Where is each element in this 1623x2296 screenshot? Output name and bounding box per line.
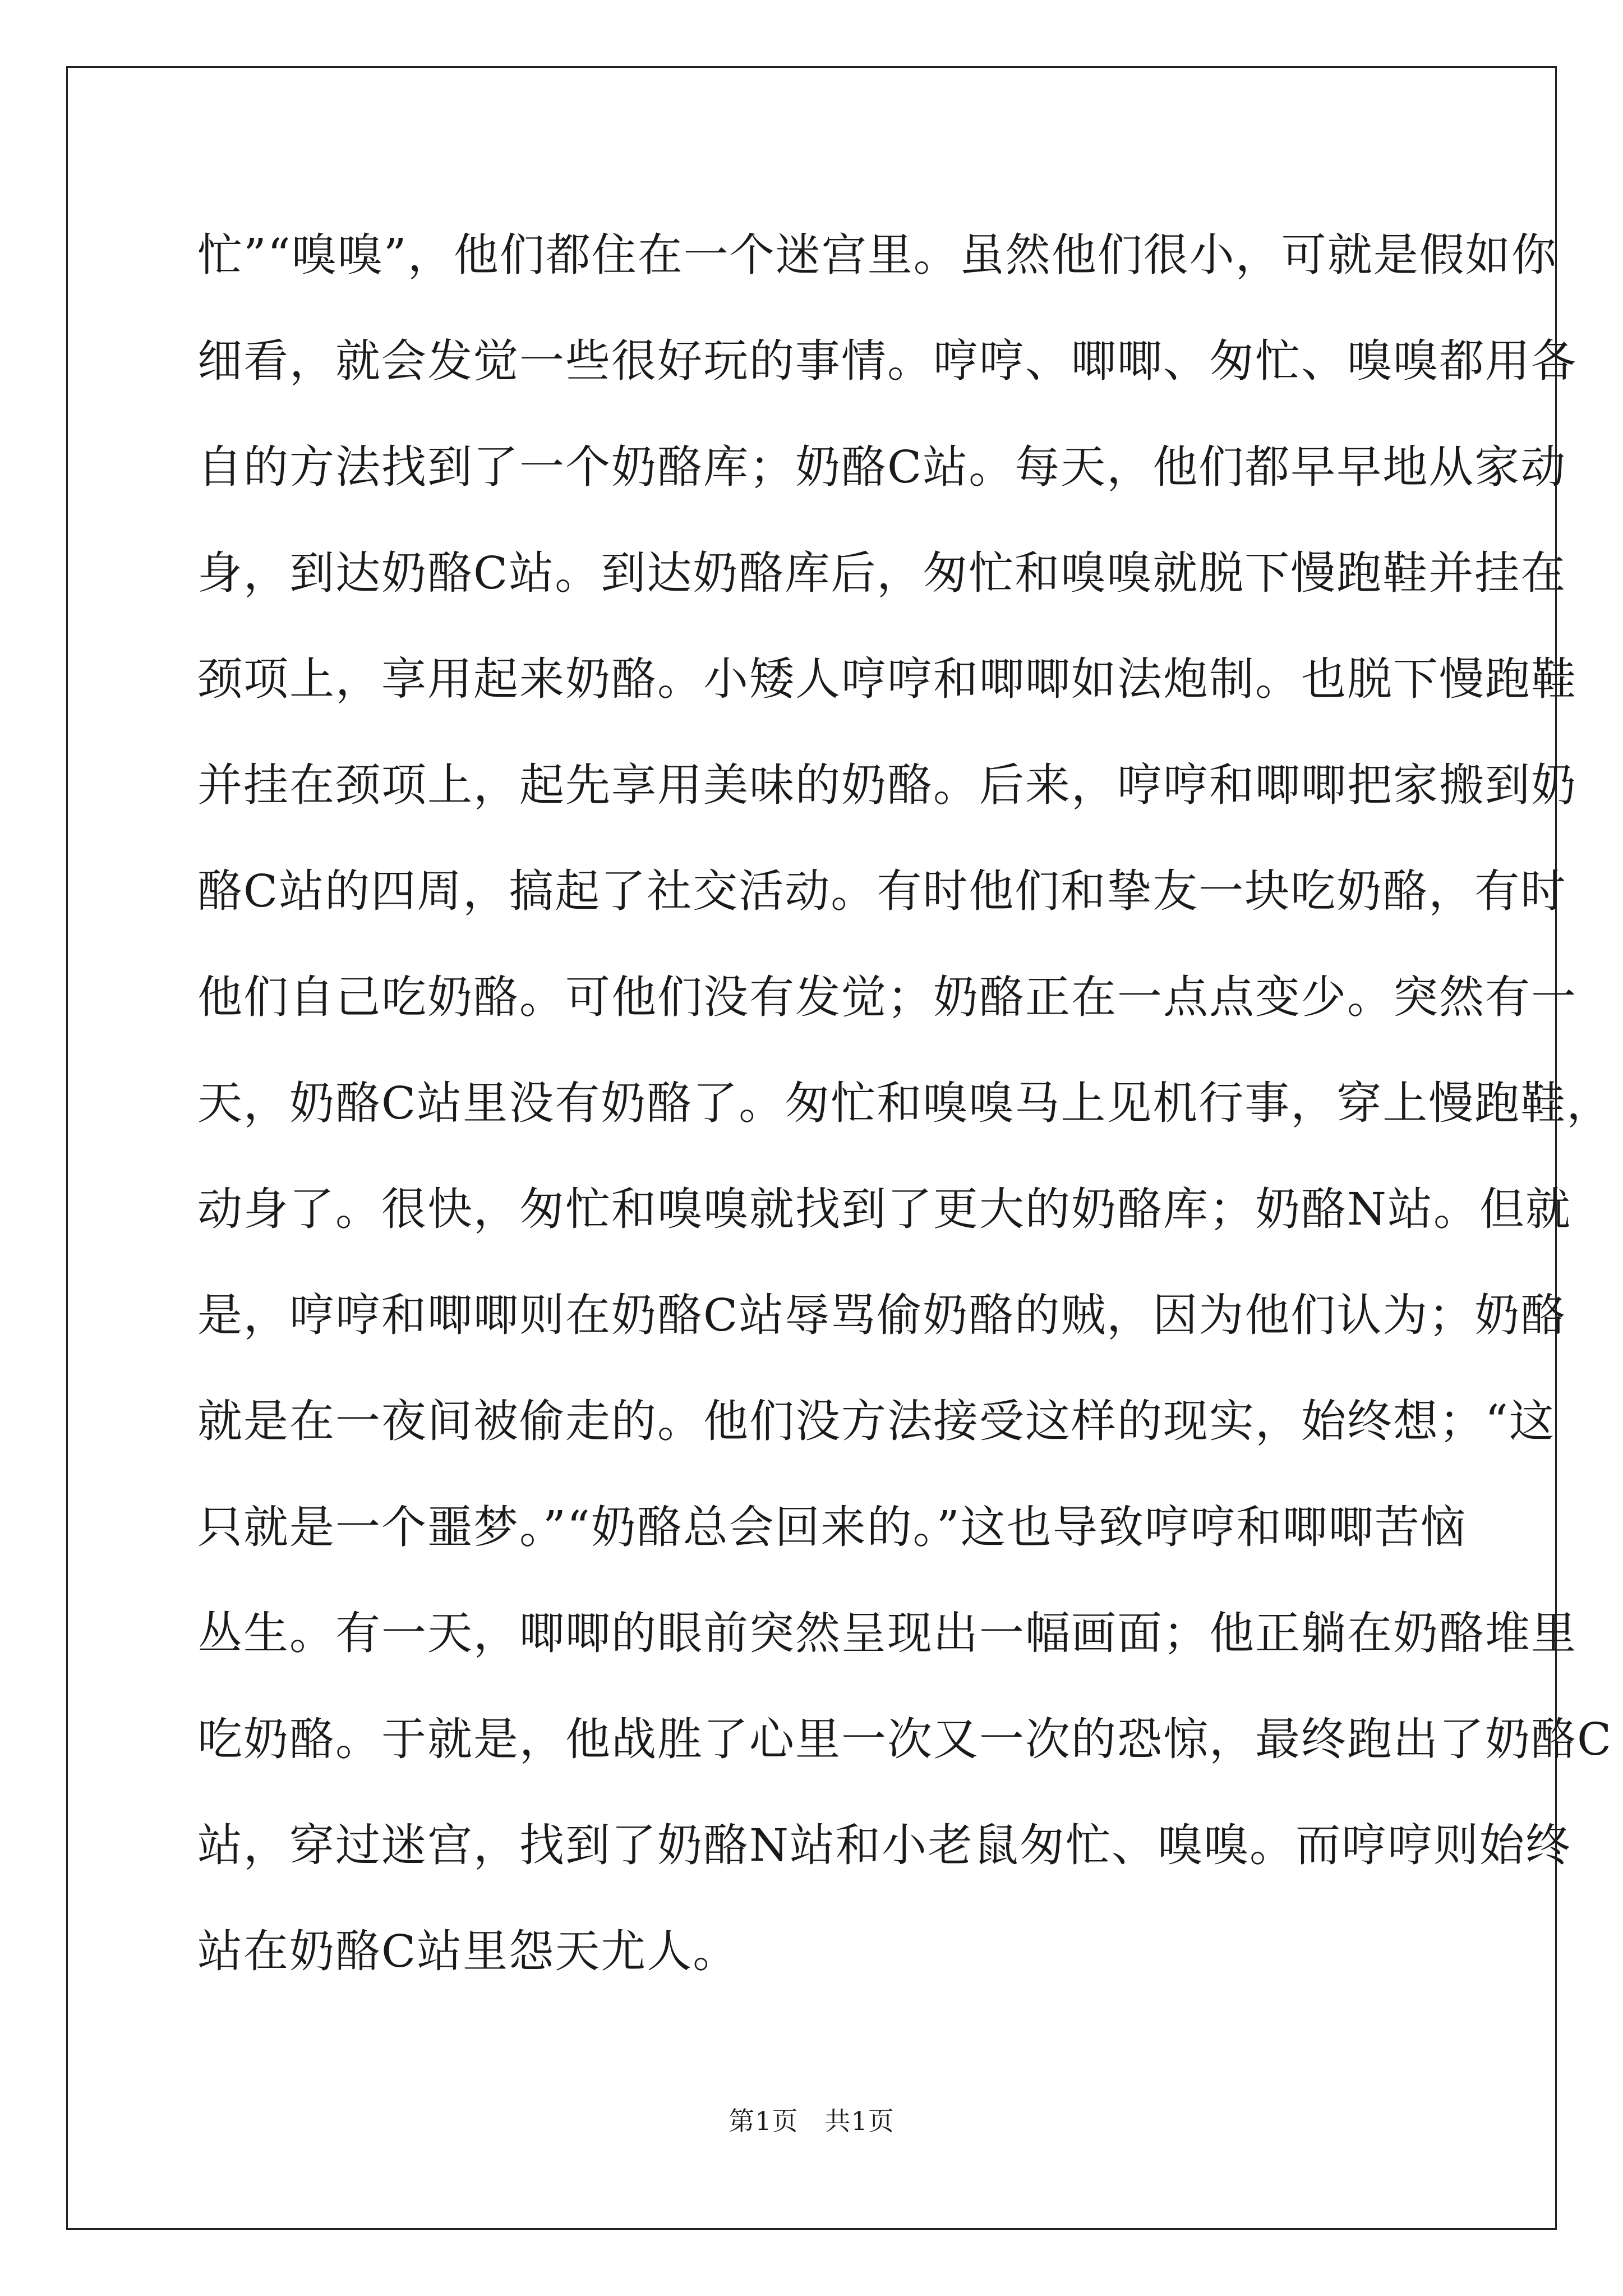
text-line: 颈项上，享用起来奶酪。小矮人哼哼和唧唧如法炮制。也脱下慢跑鞋 (197, 653, 1577, 705)
text-line: 站，穿过迷宫，找到了奶酪N站和小老鼠匆忙、嗅嗅。而哼哼则始终 (197, 1819, 1571, 1871)
body-text (197, 202, 1613, 2004)
text-line: 细看，就会发觉一些很好玩的事情。哼哼、唧唧、匆忙、嗅嗅都用各 (197, 335, 1577, 387)
text-line: 天，奶酪C站里没有奶酪了。匆忙和嗅嗅马上见机行事，穿上慢跑鞋， (197, 1077, 1613, 1129)
text-line: 就是在一夜间被偷走的。他们没方法接受这样的现实，始终想；“这 (197, 1395, 1555, 1447)
text-line: 酪C站的四周，搞起了社交活动。有时他们和挚友一块吃奶酪，有时 (197, 865, 1567, 917)
text-line: 只就是一个噩梦。”“奶酪总会回来的。”这也导致哼哼和唧唧苦恼 (197, 1501, 1467, 1553)
text-line: 站在奶酪C站里怨天尤人。 (197, 1925, 739, 1977)
text-line: 忙”“嗅嗅”，他们都住在一个迷宫里。虽然他们很小，可就是假如你 (197, 229, 1557, 281)
text-line: 自的方法找到了一个奶酪库；奶酪C站。每天，他们都早早地从家动 (197, 441, 1567, 493)
text-line: 吃奶酪。于就是，他战胜了心里一次又一次的恐惊，最终跑出了奶酪C (197, 1713, 1613, 1765)
page-number-footer: 第1页 共1页 (728, 2106, 895, 2136)
text-line: 身，到达奶酪C站。到达奶酪库后，匆忙和嗅嗅就脱下慢跑鞋并挂在 (197, 547, 1567, 599)
text-line: 动身了。很快，匆忙和嗅嗅就找到了更大的奶酪库；奶酪N站。但就 (197, 1183, 1571, 1235)
text-line: 并挂在颈项上，起先享用美味的奶酪。后来，哼哼和唧唧把家搬到奶 (197, 759, 1577, 811)
text-line: 是，哼哼和唧唧则在奶酪C站辱骂偷奶酪的贼，因为他们认为；奶酪 (197, 1289, 1567, 1341)
text-line: 他们自己吃奶酪。可他们没有发觉；奶酪正在一点点变少。突然有一 (197, 971, 1577, 1023)
text-line: 丛生。有一天，唧唧的眼前突然呈现出一幅画面；他正躺在奶酪堆里 (197, 1607, 1577, 1659)
